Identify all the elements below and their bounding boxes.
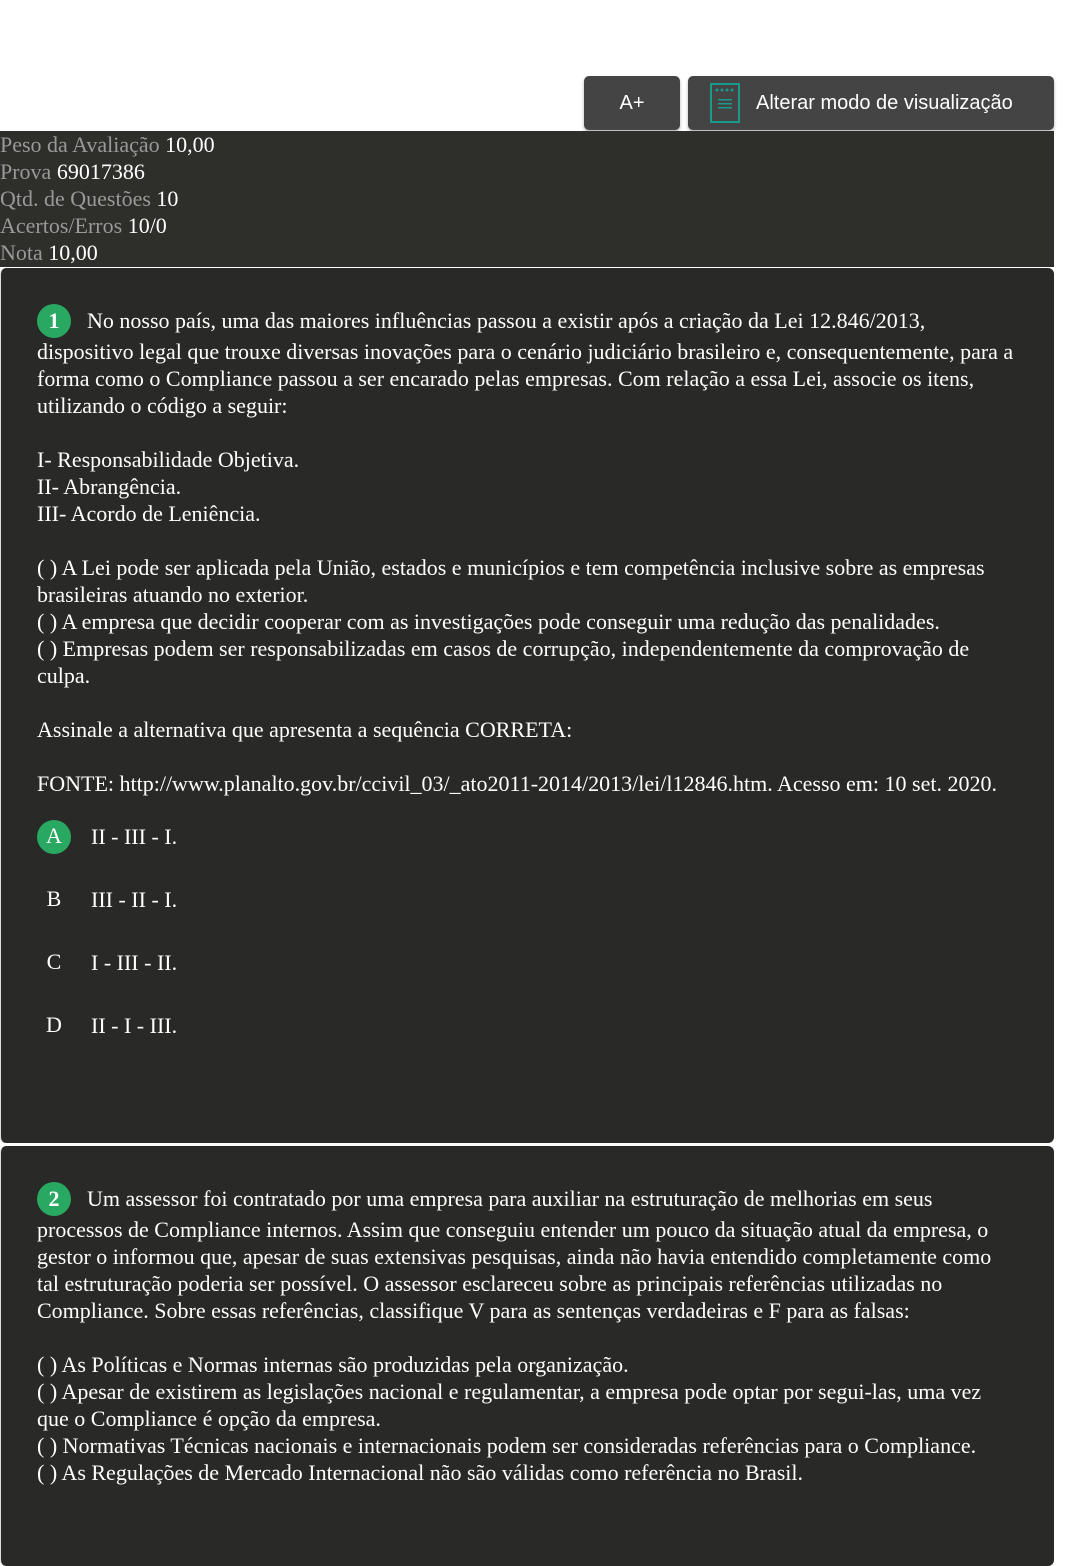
question-number-badge: 1 xyxy=(37,304,71,338)
summary-row: Peso da Avaliação 10,00 xyxy=(0,132,215,157)
item-list: I- Responsabilidade Objetiva. II- Abrangência. III- Acordo de Leniência. xyxy=(37,447,300,526)
question-text: 2 Um assessor foi contratado por uma empresa para auxiliar na estruturação de melhorias em seus processos de Compliance internos. Assim que conseguiu entender um pouco da situação atual da empresa, o gestor o informou que, apesar de suas extensivas pesquisas, ainda não havia entendido completamente como tal estruturação poderia ser possível. O assessor esclareceu sobre as principais referências utilizadas no Compliance. Sobre essas referências, classifique V para as sentenças verdadeiras e F para as falsas: xyxy=(37,1182,1018,1324)
summary-row: Prova 69017386 xyxy=(0,159,145,184)
question-source: FONTE: http://www.planalto.gov.br/ccivil_03/_ato2011-2014/2013/lei/l12846.htm. Acesso em: 10 set. 2020. xyxy=(37,771,997,796)
toolbar xyxy=(584,76,1054,130)
font-size-button[interactable]: A+ xyxy=(584,76,680,130)
option-d[interactable]: D II - I - III. xyxy=(46,1011,178,1038)
statement-list: ( ) As Políticas e Normas internas são produzidas pela organização. ( ) Apesar de existirem as legislações nacional e regulamentar, a empresa pode optar por segui-las, uma vez que o Compliance é opção da empresa. ( ) Normativas Técnicas nacionais e internacionais podem ser consideradas referências para o Compliance. ( ) As Regulações de Mercado Internacional não são válidas como referência no Brasil. xyxy=(37,1352,982,1485)
question-card-2 xyxy=(0,1146,1054,1566)
question-card-1 xyxy=(0,268,1054,1143)
question-text: 1 No nosso país, uma das maiores influências passou a existir após a criação da Lei 12.846/2013, dispositivo legal que trouxe diversas inovações para o cenário judiciário brasileiro e, consequentemente, para a forma como o Compliance passou a ser encarado pelas empresas. Com relação a essa Lei, associe os itens, utilizando o código a seguir: xyxy=(37,304,1018,419)
option-b[interactable]: B III - II - I. xyxy=(46,885,178,912)
question-prompt: Assinale a alternativa que apresenta a sequência CORRETA: xyxy=(37,717,573,742)
summary-row: Nota 10,00 xyxy=(0,240,98,265)
exam-summary xyxy=(0,131,1054,267)
question-number-badge: 2 xyxy=(37,1182,71,1216)
option-a[interactable]: A II - III - I. xyxy=(37,805,1018,868)
statement-list: ( ) A Lei pode ser aplicada pela União, estados e municípios e tem competência inclusive sobre as empresas brasileiras atuando no exterior. ( ) A empresa que decidir cooperar com as investigações pode conseguir uma redução das penalidades. ( ) Empresas podem ser responsabilizadas em casos de corrupção, independentemente da comprovação de culpa. xyxy=(37,555,985,688)
change-view-label: Alterar modo de visualização xyxy=(756,91,1013,114)
document-icon xyxy=(710,83,740,123)
option-c[interactable]: C I - III - II. xyxy=(46,948,178,975)
summary-row: Qtd. de Questões 10 xyxy=(0,186,179,211)
summary-row: Acertos/Erros 10/0 xyxy=(0,213,167,238)
change-view-button[interactable] xyxy=(688,76,1054,130)
